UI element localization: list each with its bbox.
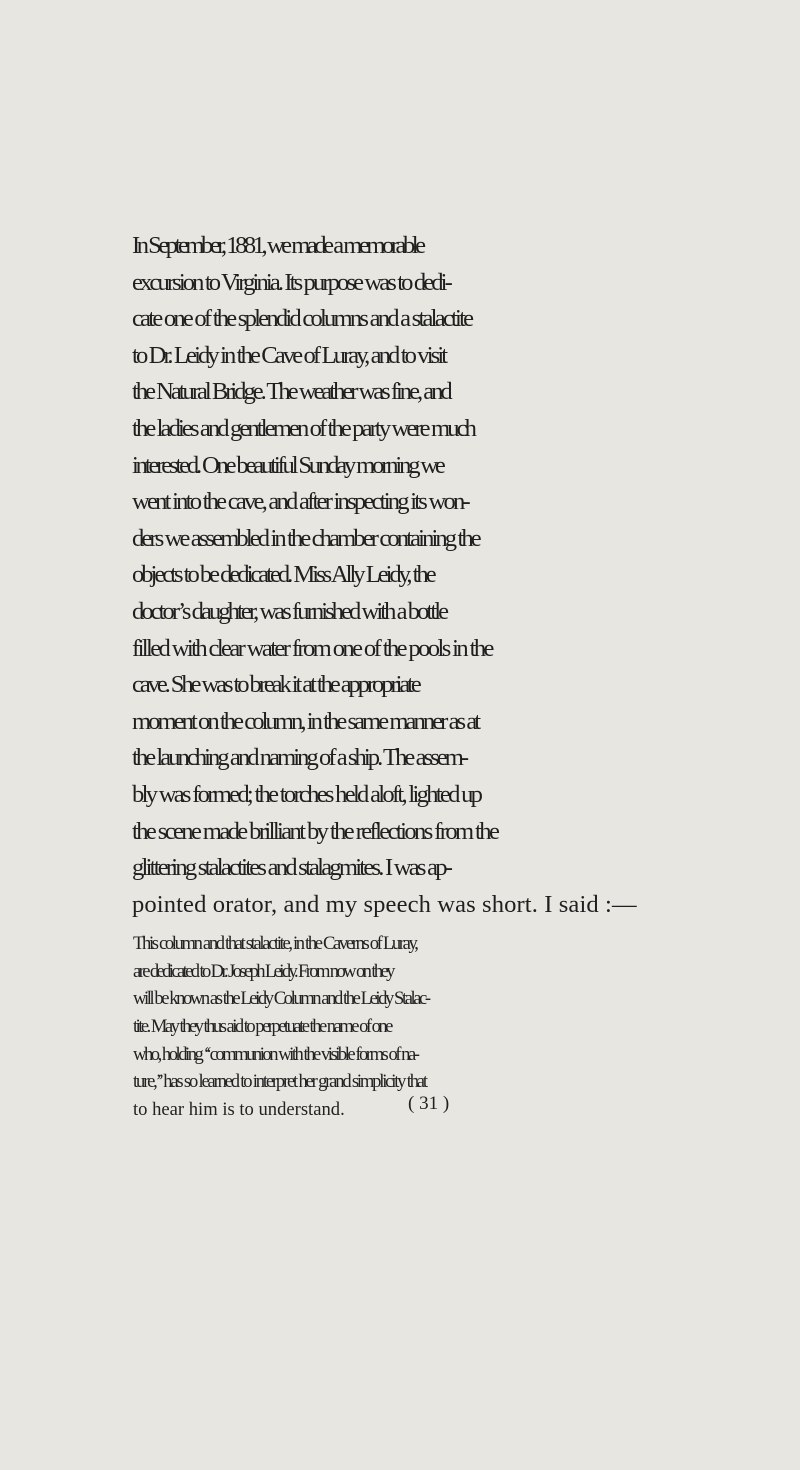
text-line: filled with clear water from one of the pools in the [132, 634, 492, 662]
text-line: objects to be dedicated. Miss Ally Leidy, the [132, 561, 434, 589]
quote-line: who, holding ‘‘communion with the visible forms of na- [133, 1043, 418, 1065]
quote-line: ture,’’ has so learned to interpret her grand simplicity that [133, 1071, 426, 1093]
quote-line: This column and that stalactite, in the Caverns of Luray, [133, 933, 417, 954]
text-line: pointed orator, and my speech was short. I said :— [132, 890, 637, 918]
dedication-quote [133, 930, 800, 1124]
text-line: ders we assembled in the chamber containing the [132, 524, 479, 552]
text-line: interested. One beautiful Sunday morning we [132, 451, 443, 479]
quote-line: will be known as the Leidy Column and the Leidy Stalac- [133, 988, 429, 1010]
quote-line: are dedicated to Dr. Joseph Leidy. From now on they [133, 960, 393, 982]
text-line: went into the cave, and after inspecting its won- [132, 488, 468, 516]
text-line: the Natural Bridge. The weather was fine, and [132, 378, 450, 406]
text-line: to Dr. Leidy in the Cave of Luray, and to visit [132, 341, 446, 369]
text-line: the ladies and gentlemen of the party were much [132, 414, 475, 442]
main-paragraph [132, 228, 800, 923]
text-line: In September, 1881, we made a memorable [132, 232, 423, 259]
page-number: ( 31 ) [408, 1093, 450, 1114]
text-line: cate one of the splendid columns and a stalactite [132, 305, 472, 333]
text-line: glittering stalactites and stalagmites. I was ap- [132, 854, 451, 882]
text-line: the launching and naming of a ship. The assem- [132, 744, 467, 772]
text-line: bly was formed; the torches held aloft, lighted up [132, 780, 481, 808]
text-line: cave. She was to break it at the appropriate [132, 671, 419, 699]
text-line: excursion to Virginia. Its purpose was to dedi- [132, 268, 450, 296]
text-line: moment on the column, in the same manner as at [132, 707, 479, 735]
quote-line: to hear him is to understand. [133, 1099, 345, 1121]
text-line: doctor’s daughter, was furnished with a bottle [132, 597, 447, 625]
quote-line: tite. May they thus aid to perpetuate the name of one [133, 1016, 391, 1038]
text-line: the scene made brilliant by the reflections from the [132, 817, 498, 845]
